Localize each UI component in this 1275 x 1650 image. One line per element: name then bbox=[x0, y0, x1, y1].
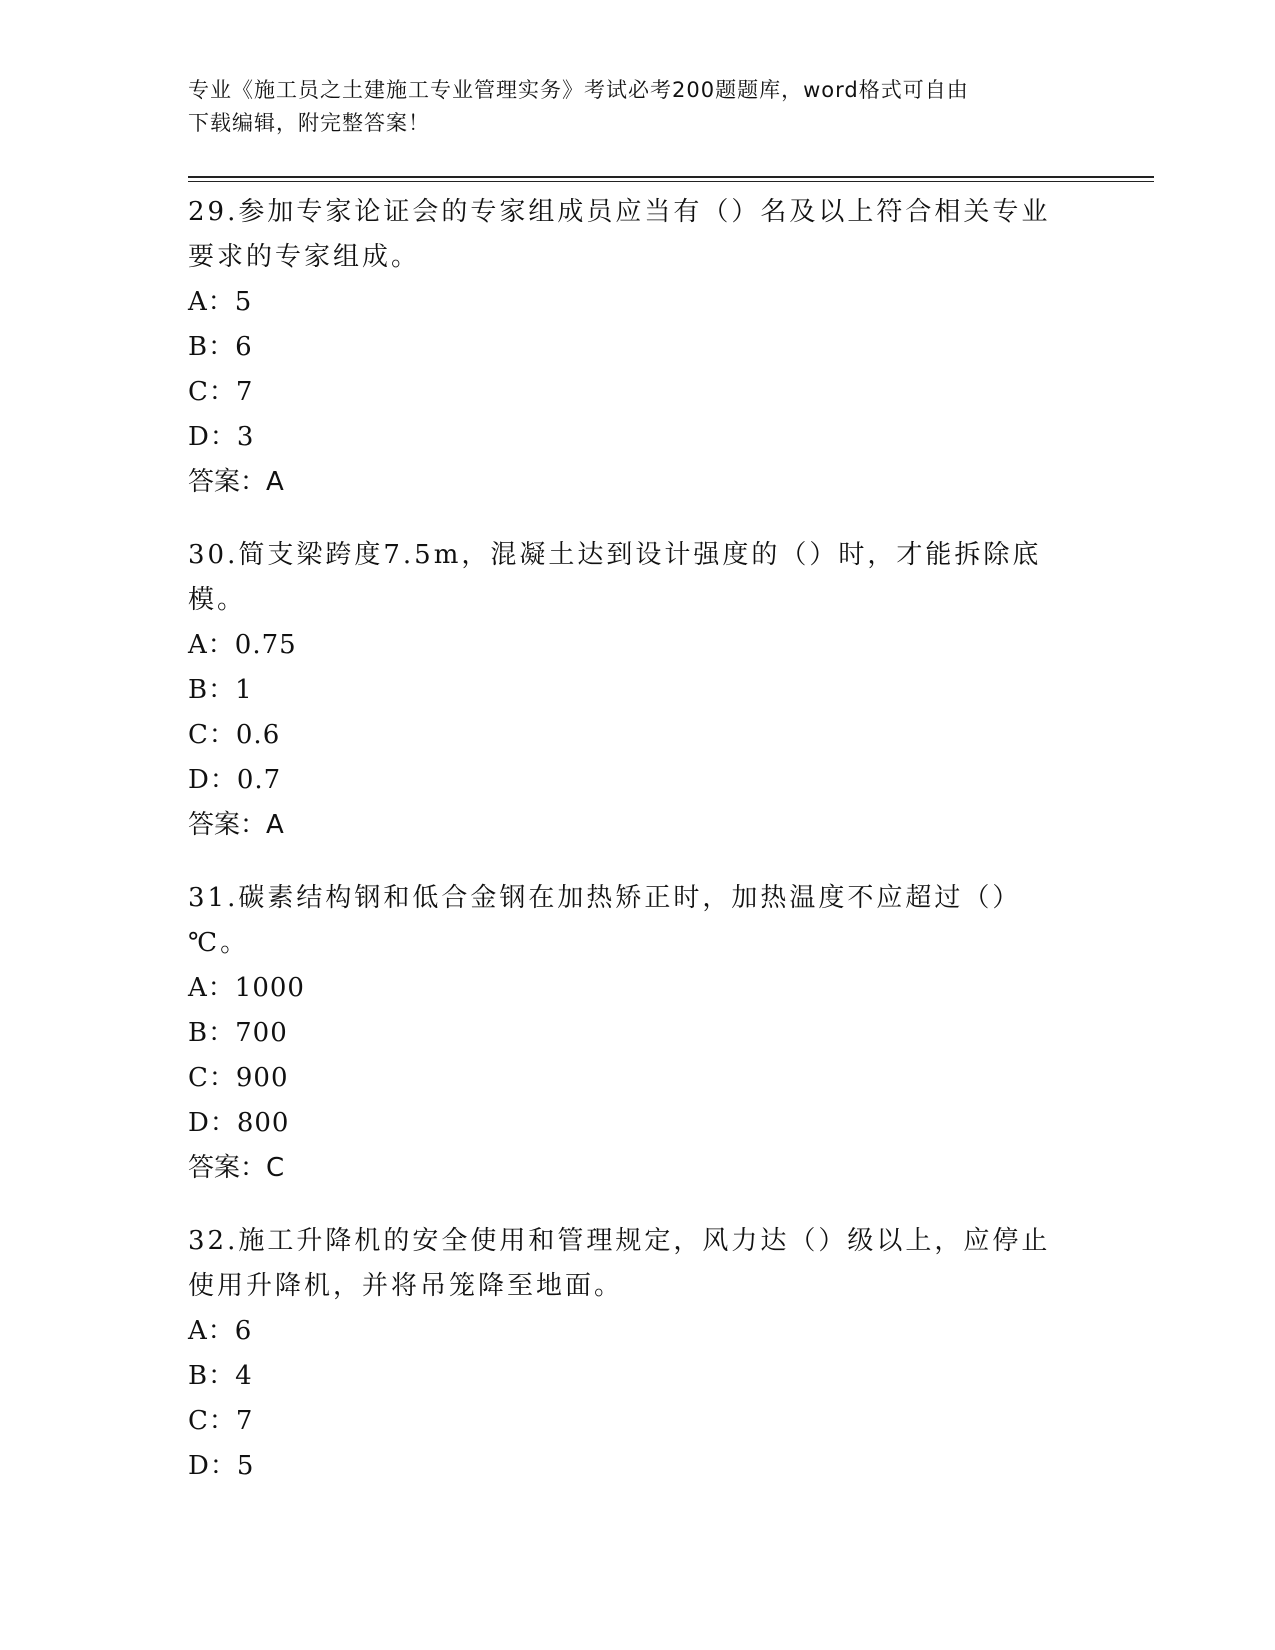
header-line-2: 下载编辑，附完整答案！ bbox=[188, 111, 430, 135]
option-c: C：0.6 bbox=[188, 720, 281, 750]
option-a: A：1000 bbox=[188, 973, 305, 1003]
question-stem: 31.碳素结构钢和低合金钢在加热矫正时，加热温度不应超过（）℃。 bbox=[188, 883, 1022, 958]
question-stem: 32.施工升降机的安全使用和管理规定，风力达（）级以上，应停止使用升降机，并将吊笼降至地面。 bbox=[188, 1226, 1051, 1301]
option-d: D：800 bbox=[188, 1108, 290, 1138]
option-d: D：5 bbox=[188, 1451, 255, 1481]
option-c: C：900 bbox=[188, 1063, 289, 1093]
question-32 bbox=[188, 1219, 1088, 1489]
option-d: D：3 bbox=[188, 422, 255, 452]
document-header bbox=[188, 74, 1068, 140]
option-b: B：700 bbox=[188, 1018, 288, 1048]
answer-line: 答案：C bbox=[188, 1153, 285, 1183]
option-c: C：7 bbox=[188, 377, 254, 407]
option-a: A：5 bbox=[188, 287, 253, 317]
option-b: B：4 bbox=[188, 1361, 253, 1391]
question-stem: 30.简支梁跨度7.5m，混凝土达到设计强度的（）时，才能拆除底模。 bbox=[188, 540, 1042, 615]
option-a: A：6 bbox=[188, 1316, 253, 1346]
question-31 bbox=[188, 876, 1088, 1191]
header-divider-thin bbox=[188, 181, 1154, 182]
option-c: C：7 bbox=[188, 1406, 254, 1436]
question-29 bbox=[188, 190, 1088, 505]
header-divider-thick bbox=[188, 176, 1154, 178]
question-stem: 29.参加专家论证会的专家组成员应当有（）名及以上符合相关专业要求的专家组成。 bbox=[188, 197, 1051, 272]
option-d: D：0.7 bbox=[188, 765, 282, 795]
question-list bbox=[188, 190, 1088, 1517]
option-a: A：0.75 bbox=[188, 630, 297, 660]
option-b: B：1 bbox=[188, 675, 253, 705]
option-b: B：6 bbox=[188, 332, 253, 362]
answer-line: 答案：A bbox=[188, 810, 284, 840]
question-30 bbox=[188, 533, 1088, 848]
answer-line: 答案：A bbox=[188, 467, 284, 497]
header-line-1: 专业《施工员之土建施工专业管理实务》考试必考200题题库，word格式可自由 bbox=[188, 78, 969, 102]
